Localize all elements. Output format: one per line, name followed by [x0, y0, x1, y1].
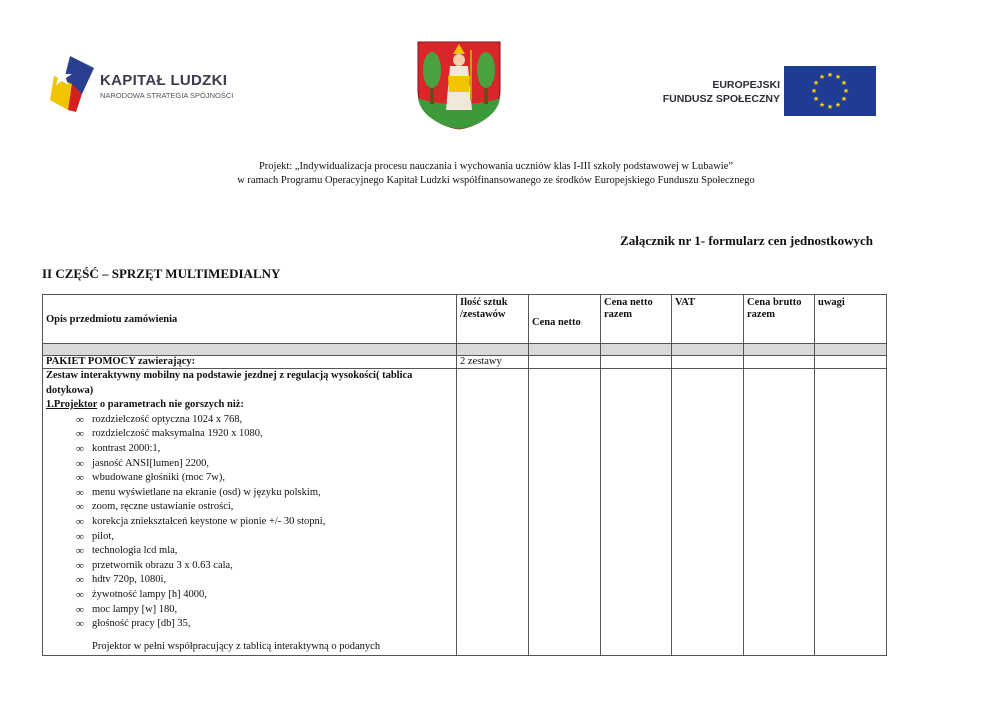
header-uwagi: uwagi	[815, 295, 887, 344]
infinity-bullet-icon: ∞	[76, 428, 84, 441]
svg-text:★: ★	[840, 95, 848, 103]
header-ilosc: Ilość sztuk /zestawów	[457, 295, 529, 344]
spec-text: korekcja zniekształceń keystone w pionie +/- 30 stopni,	[92, 515, 326, 527]
efs-logo	[640, 66, 880, 118]
spec-item	[76, 457, 453, 472]
svg-text:★: ★	[840, 79, 848, 87]
infinity-bullet-icon: ∞	[76, 603, 84, 616]
spec-list	[46, 413, 453, 632]
vat-cell[interactable]	[672, 356, 744, 369]
cena-brutto-cell[interactable]	[744, 356, 815, 369]
header-cena-netto: Cena netto	[529, 295, 601, 344]
eu-flag-icon	[784, 66, 876, 116]
spec-text: wbudowane głośniki (moc 7w),	[92, 472, 225, 484]
cena-netto-razem-cell[interactable]	[601, 356, 672, 369]
svg-text:★: ★	[818, 101, 826, 109]
infinity-bullet-icon: ∞	[76, 588, 84, 601]
spec-item	[76, 486, 453, 501]
spec-item	[76, 530, 453, 545]
uwagi-cell[interactable]	[815, 356, 887, 369]
infinity-bullet-icon: ∞	[76, 472, 84, 485]
projector-heading	[46, 398, 453, 413]
svg-text:★: ★	[818, 73, 826, 81]
project-line2: w ramach Programu Operacyjnego Kapitał Ludzki współfinansowanego ze środków Europejskiego Funduszu Społecznego	[237, 175, 755, 186]
spec-text: technologia lcd mla,	[92, 545, 178, 557]
cena-netto-cell[interactable]	[529, 369, 601, 656]
spec-text: żywotność lampy [h] 4000,	[92, 588, 207, 600]
cena-netto-razem-cell[interactable]	[601, 369, 672, 656]
part-title: II CZĘŚĆ – SPRZĘT MULTIMEDIALNY	[42, 266, 281, 281]
efs-line2: FUNDUSZ SPOŁECZNY	[662, 93, 780, 105]
infinity-bullet-icon: ∞	[76, 413, 84, 426]
infinity-bullet-icon: ∞	[76, 559, 84, 572]
project-line1: Projekt: „Indywidualizacja procesu nauczania i wychowania uczniów klas I-III szkoły podstawowej w Lubawie”	[258, 161, 734, 172]
header-opis: Opis przedmiotu zamówienia	[43, 295, 457, 344]
spec-text: jasność ANSI[lumen] 2200,	[92, 457, 209, 469]
project-description	[0, 160, 992, 188]
svg-text:★: ★	[812, 79, 820, 87]
table-row	[43, 356, 887, 369]
header-vat: VAT	[672, 295, 744, 344]
spec-item	[76, 588, 453, 603]
spec-text: moc lampy [w] 180,	[92, 603, 178, 615]
spec-text: pilot,	[92, 530, 114, 542]
header-cena-brutto: Cena brutto razem	[744, 295, 815, 344]
efs-line1: EUROPEJSKI	[712, 79, 780, 91]
projector-label: 1.Projektor	[46, 399, 98, 411]
quantity-cell[interactable]	[457, 369, 529, 656]
annex-title: Załącznik nr 1- formularz cen jednostkowych	[620, 233, 873, 248]
spec-text: głośność pracy [db] 35,	[92, 618, 191, 630]
header-cena-netto-razem: Cena netto razem	[601, 295, 672, 344]
spec-item	[76, 603, 453, 618]
svg-text:★: ★	[834, 101, 842, 109]
uwagi-cell[interactable]	[815, 369, 887, 656]
spec-item	[76, 573, 453, 588]
vat-cell[interactable]	[672, 369, 744, 656]
infinity-bullet-icon: ∞	[76, 618, 84, 631]
infinity-bullet-icon: ∞	[76, 457, 84, 470]
tail-text: Projektor w pełni współpracujący z tablicą interaktywną o podanych	[92, 640, 381, 652]
infinity-bullet-icon: ∞	[76, 442, 84, 455]
infinity-bullet-icon: ∞	[76, 501, 84, 514]
spec-text: rozdzielczość optyczna 1024 x 768,	[92, 413, 243, 425]
spec-text: kontrast 2000:1,	[92, 442, 161, 454]
spec-item	[76, 413, 453, 428]
infinity-bullet-icon: ∞	[76, 545, 84, 558]
infinity-bullet-icon: ∞	[76, 486, 84, 499]
infinity-bullet-icon: ∞	[76, 530, 84, 543]
spec-item	[76, 500, 453, 515]
kapital-ludzki-emblem-icon	[48, 54, 98, 114]
svg-text:★: ★	[834, 73, 842, 81]
table-header-row	[43, 295, 887, 344]
item-description	[43, 369, 457, 656]
spec-text: zoom, ręczne ustawianie ostrości,	[92, 501, 234, 513]
spec-item	[76, 544, 453, 559]
spec-item	[76, 442, 453, 457]
svg-text:★: ★	[810, 87, 818, 95]
spec-item	[76, 617, 453, 632]
svg-text:★: ★	[812, 95, 820, 103]
svg-text:★: ★	[842, 87, 850, 95]
kapital-ludzki-title: KAPITAŁ LUDZKI	[100, 72, 228, 89]
pakiet-label: PAKIET POMOCY zawierający:	[43, 356, 457, 369]
spec-item	[76, 427, 453, 442]
spec-text: menu wyświetlane na ekranie (osd) w języku polskim,	[92, 486, 321, 498]
price-form-table	[42, 294, 887, 656]
spec-item	[76, 559, 453, 574]
svg-text:★: ★	[826, 103, 834, 111]
projector-suffix: o parametrach nie gorszych niż:	[97, 399, 244, 411]
svg-text:★: ★	[826, 71, 834, 79]
infinity-bullet-icon: ∞	[76, 574, 84, 587]
cena-netto-cell[interactable]	[529, 356, 601, 369]
spec-text: rozdzielczość maksymalna 1920 x 1080,	[92, 428, 263, 440]
separator-row	[43, 344, 887, 356]
kapital-ludzki-logo	[48, 54, 248, 114]
coat-of-arms-icon	[414, 40, 504, 130]
kapital-ludzki-subtitle: NARODOWA STRATEGIA SPÓJNOŚCI	[100, 91, 234, 100]
set-title: Zestaw interaktywny mobilny na podstawie jezdnej z regulacją wysokości( tablica dotykowa)	[46, 370, 413, 396]
table-row	[43, 369, 887, 656]
spec-text: hdtv 720p, 1080i,	[92, 574, 167, 586]
pakiet-quantity: 2 zestawy	[457, 356, 529, 369]
spec-item	[76, 471, 453, 486]
spec-item	[76, 515, 453, 530]
cena-brutto-cell[interactable]	[744, 369, 815, 656]
spec-text: przetwornik obrazu 3 x 0.63 cala,	[92, 559, 233, 571]
infinity-bullet-icon: ∞	[76, 515, 84, 528]
